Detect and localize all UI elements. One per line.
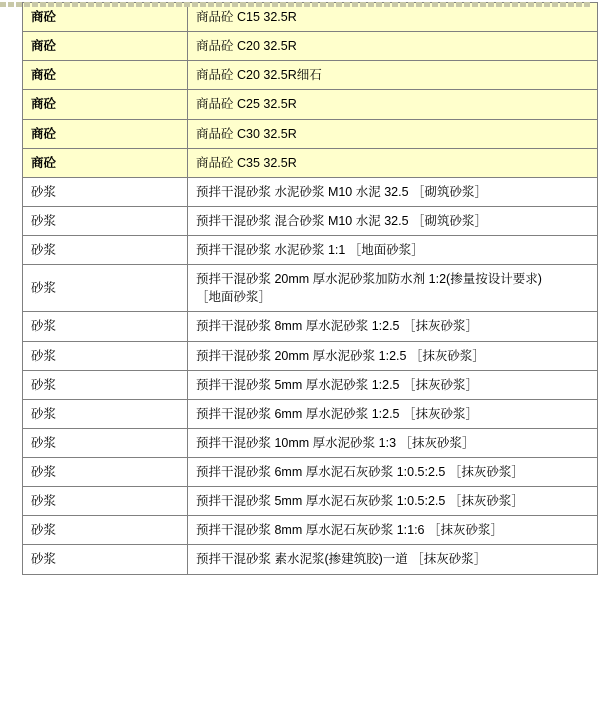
description-line-1: 预拌干混砂浆 6mm 厚水泥石灰砂浆 1:0.5:2.5 ［抹灰砂浆］ — [196, 465, 524, 479]
cell-description[interactable] — [188, 341, 598, 370]
ruler-tick — [0, 2, 6, 7]
cell-description[interactable] — [188, 119, 598, 148]
ruler-tick — [88, 2, 94, 7]
table-body — [23, 3, 598, 575]
cell-category[interactable]: 砂浆 — [23, 516, 188, 545]
description-line-1: 预拌干混砂浆 5mm 厚水泥砂浆 1:2.5 ［抹灰砂浆］ — [196, 377, 478, 392]
description-line-1: 预拌干混砂浆 水泥砂浆 1:1 ［地面砂浆］ — [196, 243, 424, 257]
cell-description[interactable] — [188, 428, 598, 457]
ruler-tick — [24, 2, 30, 7]
ruler-tick — [16, 2, 22, 7]
table-row[interactable] — [23, 458, 598, 487]
table-row[interactable] — [23, 32, 598, 61]
ruler-tick — [48, 2, 54, 7]
cell-description[interactable] — [188, 312, 598, 341]
cell-description[interactable] — [188, 61, 598, 90]
cell-category[interactable]: 砂浆 — [23, 399, 188, 428]
ruler-tick — [128, 2, 134, 7]
ruler-tick — [552, 2, 558, 7]
table-row[interactable] — [23, 341, 598, 370]
table-row[interactable] — [23, 236, 598, 265]
cell-category[interactable]: 砂浆 — [23, 177, 188, 206]
ruler-tick — [152, 2, 158, 7]
ruler-tick — [336, 2, 342, 7]
ruler-tick — [488, 2, 494, 7]
cell-category[interactable]: 砂浆 — [23, 458, 188, 487]
ruler-tick — [184, 2, 190, 7]
ruler-tick — [8, 2, 14, 7]
table-row[interactable] — [23, 428, 598, 457]
description-line-1: 预拌干混砂浆 水泥砂浆 M10 水泥 32.5 ［砌筑砂浆］ — [196, 184, 488, 199]
table-row[interactable] — [23, 61, 598, 90]
cell-category[interactable]: 砂浆 — [23, 312, 188, 341]
cell-category[interactable]: 商砼 — [23, 61, 188, 90]
ruler-tick — [328, 2, 334, 7]
table-row[interactable] — [23, 399, 598, 428]
table-row[interactable] — [23, 119, 598, 148]
ruler-tick — [272, 2, 278, 7]
table-row[interactable] — [23, 148, 598, 177]
description-line-2: ［地面砂浆］ — [196, 290, 272, 305]
cell-description[interactable] — [188, 265, 598, 312]
cell-category[interactable]: 商砼 — [23, 119, 188, 148]
table-row[interactable] — [23, 487, 598, 516]
ruler-tick — [560, 2, 566, 7]
cell-category[interactable]: 砂浆 — [23, 428, 188, 457]
ruler-tick — [304, 2, 310, 7]
ruler-tick — [72, 2, 78, 7]
ruler-tick — [432, 2, 438, 7]
ruler-tick — [208, 2, 214, 7]
description-line-1: 预拌干混砂浆 混合砂浆 M10 水泥 32.5 ［砌筑砂浆］ — [196, 213, 488, 228]
ruler-tick — [360, 2, 366, 7]
ruler-tick — [280, 2, 286, 7]
description-line-1: 商品砼 C20 32.5R — [196, 39, 297, 54]
table-row[interactable] — [23, 206, 598, 235]
cell-description[interactable] — [188, 206, 598, 235]
ruler-tick — [32, 2, 38, 7]
ruler-tick — [392, 2, 398, 7]
description-line-1: 预拌干混砂浆 20mm 厚水泥砂浆 1:2.5 ［抹灰砂浆］ — [196, 348, 485, 363]
cell-description[interactable] — [188, 90, 598, 119]
table-row[interactable] — [23, 370, 598, 399]
description-line-1: 商品砼 C20 32.5R细石 — [196, 68, 322, 83]
cell-description[interactable] — [188, 487, 598, 516]
ruler-tick — [440, 2, 446, 7]
ruler-tick — [344, 2, 350, 7]
cell-category[interactable]: 砂浆 — [23, 487, 188, 516]
ruler-tick — [64, 2, 70, 7]
cell-description[interactable] — [188, 399, 598, 428]
top-ruler — [0, 2, 600, 8]
ruler-tick — [160, 2, 166, 7]
ruler-tick — [176, 2, 182, 7]
description-line-1: 商品砼 C30 32.5R — [196, 126, 297, 141]
cell-category[interactable]: 砂浆 — [23, 341, 188, 370]
description-line-1: 商品砼 C15 32.5R — [196, 10, 297, 24]
ruler-tick — [136, 2, 142, 7]
ruler-tick — [288, 2, 294, 7]
description-line-1: 预拌干混砂浆 6mm 厚水泥砂浆 1:2.5 ［抹灰砂浆］ — [196, 406, 478, 421]
description-line-1: 预拌干混砂浆 10mm 厚水泥砂浆 1:3 ［抹灰砂浆］ — [196, 435, 475, 450]
ruler-tick — [256, 2, 262, 7]
ruler-tick — [520, 2, 526, 7]
ruler-tick — [584, 2, 590, 7]
ruler-tick — [384, 2, 390, 7]
cell-description[interactable] — [188, 177, 598, 206]
document-sheet — [0, 2, 600, 701]
description-line-1: 预拌干混砂浆 8mm 厚水泥石灰砂浆 1:1:6 ［抹灰砂浆］ — [196, 523, 503, 538]
ruler-tick — [400, 2, 406, 7]
ruler-tick — [368, 2, 374, 7]
ruler-tick — [296, 2, 302, 7]
ruler-tick — [352, 2, 358, 7]
ruler-tick — [312, 2, 318, 7]
ruler-tick — [104, 2, 110, 7]
cell-category[interactable]: 砂浆 — [23, 206, 188, 235]
ruler-tick — [456, 2, 462, 7]
ruler-tick — [200, 2, 206, 7]
ruler-tick — [408, 2, 414, 7]
cell-category[interactable]: 商砼 — [23, 32, 188, 61]
ruler-tick — [80, 2, 86, 7]
cell-description[interactable] — [188, 545, 598, 574]
ruler-tick — [120, 2, 126, 7]
ruler-tick — [376, 2, 382, 7]
cell-description[interactable] — [188, 370, 598, 399]
ruler-tick — [112, 2, 118, 7]
ruler-tick — [216, 2, 222, 7]
ruler-tick — [192, 2, 198, 7]
table-row[interactable] — [23, 545, 598, 574]
ruler-tick — [568, 2, 574, 7]
ruler-tick — [416, 2, 422, 7]
ruler-tick — [480, 2, 486, 7]
cell-category[interactable]: 砂浆 — [23, 545, 188, 574]
table-row[interactable] — [23, 177, 598, 206]
ruler-tick — [472, 2, 478, 7]
cell-category[interactable]: 砂浆 — [23, 236, 188, 265]
ruler-tick — [424, 2, 430, 7]
cell-category[interactable]: 砂浆 — [23, 370, 188, 399]
ruler-tick — [248, 2, 254, 7]
ruler-tick — [144, 2, 150, 7]
table-row[interactable] — [23, 516, 598, 545]
cell-description[interactable] — [188, 148, 598, 177]
ruler-tick — [496, 2, 502, 7]
table-row[interactable] — [23, 312, 598, 341]
table-row[interactable] — [23, 90, 598, 119]
ruler-tick — [544, 2, 550, 7]
cell-description[interactable] — [188, 32, 598, 61]
ruler-tick — [232, 2, 238, 7]
description-line-1: 预拌干混砂浆 5mm 厚水泥石灰砂浆 1:0.5:2.5 ［抹灰砂浆］ — [196, 494, 524, 509]
ruler-tick — [576, 2, 582, 7]
table-row[interactable] — [23, 265, 598, 312]
ruler-tick — [56, 2, 62, 7]
cell-category[interactable]: 砂浆 — [23, 265, 188, 312]
ruler-tick — [240, 2, 246, 7]
ruler-tick — [536, 2, 542, 7]
materials-table — [22, 2, 598, 575]
description-line-1: 商品砼 C35 32.5R — [196, 155, 297, 170]
cell-description[interactable] — [188, 458, 598, 487]
ruler-tick — [320, 2, 326, 7]
ruler-tick — [168, 2, 174, 7]
ruler-tick — [504, 2, 510, 7]
ruler-tick — [528, 2, 534, 7]
ruler-tick — [464, 2, 470, 7]
ruler-tick — [512, 2, 518, 7]
ruler-tick — [448, 2, 454, 7]
ruler-tick — [96, 2, 102, 7]
ruler-tick — [224, 2, 230, 7]
ruler-tick — [264, 2, 270, 7]
description-line-1: 商品砼 C25 32.5R — [196, 97, 297, 112]
cell-category[interactable]: 商砼 — [23, 3, 188, 32]
description-line-1: 预拌干混砂浆 素水泥浆(掺建筑胶)一道 ［抹灰砂浆］ — [196, 552, 487, 567]
cell-category[interactable]: 商砼 — [23, 148, 188, 177]
cell-description[interactable] — [188, 236, 598, 265]
cell-category[interactable]: 商砼 — [23, 90, 188, 119]
cell-description[interactable] — [188, 516, 598, 545]
description-line-1: 预拌干混砂浆 8mm 厚水泥砂浆 1:2.5 ［抹灰砂浆］ — [196, 319, 478, 334]
description-line-1: 预拌干混砂浆 20mm 厚水泥砂浆加防水剂 1:2(掺量按设计要求) — [196, 272, 542, 287]
ruler-tick — [40, 2, 46, 7]
